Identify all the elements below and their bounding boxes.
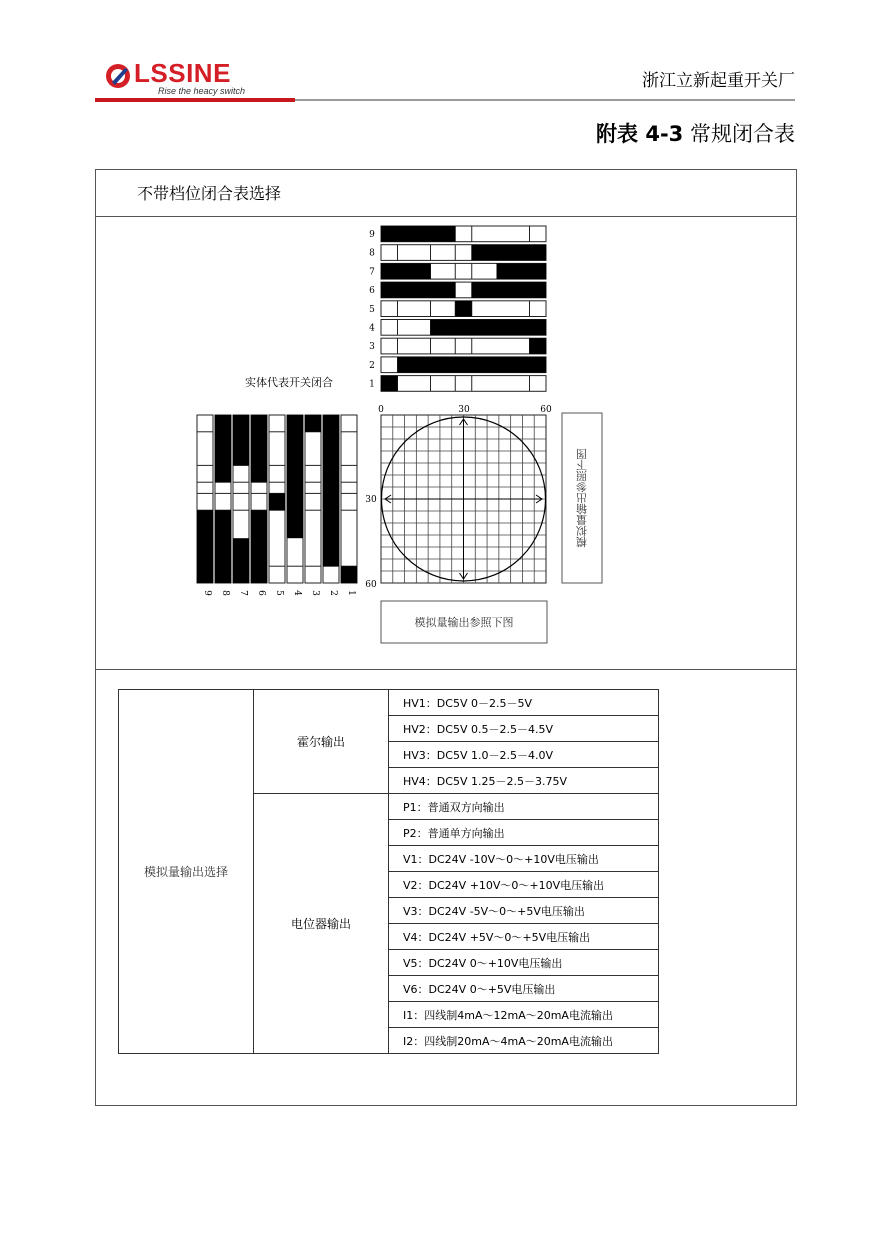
option-cell: V6：DC24V 0～+5V电压输出 xyxy=(389,976,659,1002)
option-cell: I2：四线制20mA～4mA～20mA电流输出 xyxy=(389,1028,659,1054)
closed-span xyxy=(215,415,231,482)
logo-text: LSSINE xyxy=(134,58,231,88)
closed-span xyxy=(497,263,547,279)
closed-span xyxy=(381,226,455,242)
column-labels xyxy=(202,590,356,596)
closed-span xyxy=(472,282,546,298)
left-scale-60: 60 xyxy=(365,580,377,590)
closed-span xyxy=(381,282,455,298)
row-label: 3 xyxy=(369,342,375,353)
grid-col-1 xyxy=(341,415,357,583)
option-cell: P1：普通双方向输出 xyxy=(389,794,659,820)
closed-span xyxy=(341,566,357,583)
closed-span xyxy=(305,415,321,432)
scale-label-0: 0 xyxy=(378,405,384,415)
option-cell: V4：DC24V +5V～0～+5V电压输出 xyxy=(389,924,659,950)
grid-row-3 xyxy=(381,338,546,354)
title-number: 附表 4-3 xyxy=(596,122,684,146)
closed-span xyxy=(251,510,267,583)
closed-span xyxy=(269,493,285,510)
option-cell: V3：DC24V -5V～0～+5V电压输出 xyxy=(389,898,659,924)
option-cell: P2：普通单方向输出 xyxy=(389,820,659,846)
col-label: 1 xyxy=(346,590,356,596)
col-label: 8 xyxy=(220,590,230,596)
scale-label-30: 30 xyxy=(458,405,470,415)
closed-span xyxy=(472,245,546,261)
closed-span xyxy=(215,510,231,583)
left-scale-30: 30 xyxy=(365,495,377,505)
row-label: 8 xyxy=(369,248,375,259)
closed-span xyxy=(455,301,472,317)
group-label-cell: 模拟量输出选择 xyxy=(119,690,254,1054)
angle-circle-chart xyxy=(381,415,546,583)
scale-label-60: 60 xyxy=(540,405,552,415)
col-label: 2 xyxy=(328,590,338,596)
row-label: 7 xyxy=(369,267,375,278)
row-label: 4 xyxy=(369,323,375,334)
row-labels xyxy=(369,230,375,390)
option-cell: V5：DC24V 0～+10V电压输出 xyxy=(389,950,659,976)
closed-span xyxy=(381,376,398,392)
closed-span xyxy=(381,263,431,279)
company-name: 浙江立新起重开关厂 xyxy=(642,71,795,91)
table-row xyxy=(119,690,659,716)
pot-label-cell: 电位器输出 xyxy=(254,794,389,1054)
row-label: 2 xyxy=(369,360,375,371)
title-text: 常规闭合表 xyxy=(690,122,795,146)
grid-row-1 xyxy=(381,376,546,392)
section-title: 不带档位闭合表选择 xyxy=(137,184,282,203)
grid-col-3 xyxy=(305,415,321,583)
option-cell: I1：四线制4mA～12mA～20mA电流输出 xyxy=(389,1002,659,1028)
row-label: 9 xyxy=(369,230,375,240)
closed-span xyxy=(251,415,267,482)
contact-closing-grid xyxy=(381,226,546,391)
col-label: 6 xyxy=(256,590,266,596)
closed-span xyxy=(287,415,303,538)
closed-span xyxy=(233,538,249,583)
analog-note-text: 模拟量输出参照下图 xyxy=(414,616,514,629)
col-label: 4 xyxy=(292,590,302,596)
option-cell: HV1：DC5V 0－2.5－5V xyxy=(389,690,659,716)
option-cell: V1：DC24V -10V～0～+10V电压输出 xyxy=(389,846,659,872)
row-label: 6 xyxy=(369,286,375,297)
col-label: 3 xyxy=(310,590,320,596)
col-label: 9 xyxy=(202,590,212,596)
col-label: 5 xyxy=(274,590,284,596)
logo-slogan: Rise the heacy switch xyxy=(158,86,246,96)
analog-note-vertical: 模拟量输出参照下图 xyxy=(575,448,589,548)
option-cell: V2：DC24V +10V～0～+10V电压输出 xyxy=(389,872,659,898)
vertical-closing-grid xyxy=(197,415,357,583)
col-label: 7 xyxy=(238,590,248,596)
closed-span xyxy=(197,510,213,583)
option-cell: HV2：DC5V 0.5－2.5－4.5V xyxy=(389,716,659,742)
closed-span xyxy=(530,338,547,354)
row-label: 1 xyxy=(369,379,375,390)
closed-span xyxy=(431,320,547,336)
closed-span xyxy=(398,357,547,373)
row-label: 5 xyxy=(369,304,375,315)
option-cell: HV4：DC5V 1.25－2.5－3.75V xyxy=(389,768,659,794)
option-cell: HV3：DC5V 1.0－2.5－4.0V xyxy=(389,742,659,768)
closed-span xyxy=(323,415,339,566)
closed-span xyxy=(233,415,249,465)
hall-label-cell: 霍尔输出 xyxy=(254,690,389,794)
analog-output-table xyxy=(118,689,659,1054)
legend-caption: 实体代表开关闭合 xyxy=(245,376,333,389)
